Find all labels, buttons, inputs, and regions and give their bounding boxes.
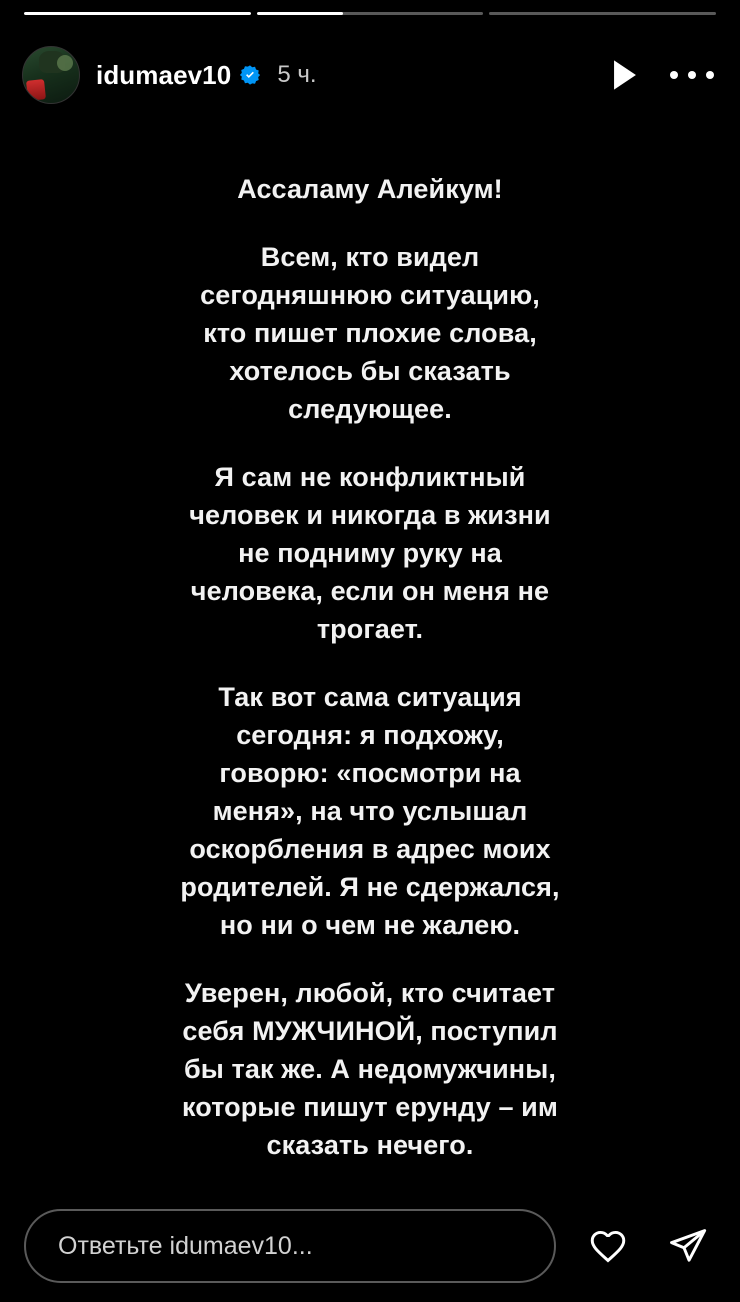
avatar-shape <box>26 79 46 101</box>
story-progress-bar <box>24 12 716 16</box>
play-icon[interactable] <box>610 58 640 92</box>
story-paragraph: Уверен, любой, кто считает себя МУЖЧИНОЙ, поступил бы так же. А недомужчины, которые пишут ерунду – им сказать нечего. <box>182 978 558 1160</box>
progress-segment-fill <box>257 12 343 15</box>
username-label[interactable]: idumaev10 <box>96 59 232 90</box>
story-paragraph: Я сам не конфликтный человек и никогда в жизни не подниму руку на человека, если он меня не трогает. <box>189 462 551 644</box>
more-dot <box>670 71 678 79</box>
story-paragraph: Всем, кто видел сегодняшнюю ситуацию, кто пишет плохие слова, хотелось бы сказать следующее. <box>200 242 540 424</box>
more-options-icon[interactable] <box>670 58 714 92</box>
heart-icon[interactable] <box>580 1218 636 1274</box>
story-text-block <box>180 170 560 1232</box>
story-paragraph: Так вот сама ситуация сегодня: я подхожу, говорю: «посмотри на меня», на что услышал оскорбления в адрес моих родителей. Я не сдержался, но ни о чем не жалею. <box>180 682 560 940</box>
progress-segment-fill <box>24 12 251 15</box>
more-dot <box>706 71 714 79</box>
send-icon[interactable] <box>660 1218 716 1274</box>
story-header <box>22 44 718 106</box>
reply-input[interactable] <box>24 1209 556 1283</box>
story-paragraph: Ассаламу Алейкум! <box>237 174 503 204</box>
avatar[interactable] <box>22 46 80 104</box>
more-dot <box>688 71 696 79</box>
progress-segment[interactable] <box>489 12 716 15</box>
verified-badge-icon <box>239 64 261 86</box>
progress-segment[interactable] <box>257 12 484 15</box>
timestamp-label: 5 ч. <box>277 61 317 88</box>
progress-segment[interactable] <box>24 12 251 15</box>
reply-bar <box>0 1190 740 1302</box>
avatar-shape <box>57 55 73 71</box>
